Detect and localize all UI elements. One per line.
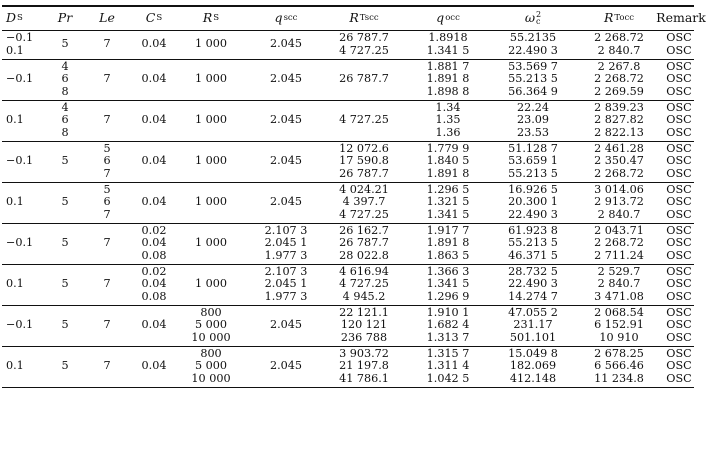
cell-rs: 1 000 <box>194 113 228 126</box>
cell-omega: 55.213 5 <box>508 166 558 180</box>
cell-rtscc: 17 590.8 <box>339 154 389 167</box>
cell-rtocc: 2 840.7 <box>597 277 641 290</box>
cell-rtscc: 22 121.1 <box>339 305 389 319</box>
cell-omega: 53.659 1 <box>508 154 558 167</box>
cell-qocc: 1.311 4 <box>426 359 470 372</box>
cell-rtscc: 120 121 <box>340 318 388 331</box>
cell-omega: 15.049 8 <box>508 346 558 360</box>
cell-rtscc: 236 788 <box>340 330 388 344</box>
cell-qscc: 2.107 3 <box>264 223 308 237</box>
group-rule <box>2 100 694 101</box>
cell-remark: OSC <box>666 248 692 262</box>
cell-rtscc: 4 397.7 <box>342 195 386 208</box>
cell-rtocc: 2 822.13 <box>594 125 644 139</box>
cell-rtocc: 2 268.72 <box>594 72 644 85</box>
cell-rtscc: 4 727.25 <box>339 207 389 221</box>
cell-le: 7 <box>103 207 111 221</box>
cell-pr: 6 <box>61 113 69 126</box>
cell-omega: 46.371 5 <box>508 248 558 262</box>
cell-pr: 5 <box>61 236 69 249</box>
cell-cs: 0.04 <box>141 359 167 372</box>
cell-rtocc: 11 234.8 <box>594 371 644 385</box>
cell-remark: OSC <box>666 207 692 221</box>
cell-qscc: 2.045 1 <box>264 277 308 290</box>
cell-cs: 0.02 <box>141 264 167 278</box>
cell-rtocc: 2 827.82 <box>594 113 644 126</box>
cell-le: 7 <box>103 37 111 51</box>
cell-rtscc: 4 727.25 <box>339 43 389 57</box>
cell-rs: 5 000 <box>194 318 228 331</box>
cell-qscc: 1.977 3 <box>264 248 308 262</box>
cell-rtocc: 6 566.46 <box>594 359 644 372</box>
cell-rtscc: 12 072.6 <box>339 141 389 155</box>
cell-rtocc: 2 840.7 <box>597 207 641 221</box>
cell-rs: 800 <box>200 346 222 360</box>
cell-rtocc: 2 711.24 <box>594 248 644 262</box>
cell-rs: 1 000 <box>194 195 228 208</box>
cell-remark: OSC <box>666 125 692 139</box>
cell-omega: 182.069 <box>509 359 557 372</box>
group-rule <box>2 387 694 389</box>
cell-qocc: 1.779 9 <box>426 141 470 155</box>
cell-remark: OSC <box>666 84 692 98</box>
cell-qocc: 1.296 9 <box>426 289 470 303</box>
cell-rs: 1 000 <box>194 236 228 249</box>
cell-rtscc: 4 727.25 <box>339 113 389 126</box>
cell-rtscc: 21 197.8 <box>339 359 389 372</box>
cell-rs: 1 000 <box>194 37 228 51</box>
cell-remark: OSC <box>666 182 692 196</box>
cell-omega: 55.213 5 <box>508 72 558 85</box>
cell-omega: 22.490 3 <box>508 43 558 57</box>
cell-qocc: 1.042 5 <box>426 371 470 385</box>
cell-qscc: 2.045 <box>269 359 303 372</box>
cell-remark: OSC <box>666 330 692 344</box>
cell-remark: OSC <box>666 264 692 278</box>
cell-omega: 14.274 7 <box>508 289 558 303</box>
cell-pr: 5 <box>61 195 69 208</box>
cell-qocc: 1.296 5 <box>426 182 470 196</box>
cell-pr: 8 <box>61 84 69 98</box>
cell-rtscc: 26 787.7 <box>339 31 389 44</box>
cell-pr: 5 <box>61 154 69 167</box>
cell-qscc: 2.045 <box>269 37 303 51</box>
header-rtscc: R Tscc <box>349 10 379 25</box>
cell-le: 7 <box>103 318 111 331</box>
cell-remark: OSC <box>666 43 692 57</box>
cell-le: 6 <box>103 154 111 167</box>
header-ds: D S <box>6 10 23 25</box>
cell-qocc: 1.315 7 <box>426 346 470 360</box>
cell-rtocc: 2 461.28 <box>594 141 644 155</box>
cell-le: 7 <box>103 166 111 180</box>
cell-cs: 0.04 <box>141 37 167 51</box>
cell-cs: 0.04 <box>141 154 167 167</box>
cell-qocc: 1.910 1 <box>426 305 470 319</box>
cell-rtocc: 2 267.8 <box>597 59 641 73</box>
cell-qscc: 2.045 <box>269 113 303 126</box>
cell-pr: 5 <box>61 37 69 51</box>
cell-remark: OSC <box>666 59 692 73</box>
cell-qscc: 2.045 <box>269 154 303 167</box>
cell-rtscc: 4 616.94 <box>339 264 389 278</box>
cell-rtscc: 26 787.7 <box>339 166 389 180</box>
cell-cs: 0.08 <box>141 289 167 303</box>
cell-omega: 22.24 <box>516 100 550 114</box>
cell-pr: 8 <box>61 125 69 139</box>
cell-ds: 0.1 <box>6 113 24 126</box>
cell-omega: 61.923 8 <box>508 223 558 237</box>
cell-remark: OSC <box>666 371 692 385</box>
cell-ds: −0.1 <box>6 72 34 85</box>
cell-omega: 22.490 3 <box>508 207 558 221</box>
cell-rtocc: 2 068.54 <box>594 305 644 319</box>
cell-omega: 23.53 <box>516 125 550 139</box>
cell-qocc: 1.8918 <box>428 31 468 44</box>
cell-cs: 0.04 <box>141 318 167 331</box>
cell-rs: 10 000 <box>191 330 231 344</box>
cell-omega: 412.148 <box>509 371 557 385</box>
cell-omega: 28.732 5 <box>508 264 558 278</box>
cell-le: 7 <box>103 113 111 126</box>
cell-qscc: 1.977 3 <box>264 289 308 303</box>
cell-ds: −0.1 <box>6 154 34 167</box>
cell-remark: OSC <box>666 100 692 114</box>
cell-qocc: 1.34 <box>435 100 461 114</box>
cell-remark: OSC <box>666 305 692 319</box>
cell-rtocc: 2 913.72 <box>594 195 644 208</box>
cell-qscc: 2.107 3 <box>264 264 308 278</box>
cell-rtscc: 3 903.72 <box>339 346 389 360</box>
cell-rtscc: 41 786.1 <box>339 371 389 385</box>
cell-le: 7 <box>103 277 111 290</box>
cell-omega: 231.17 <box>513 318 553 331</box>
cell-rtocc: 2 043.71 <box>594 223 644 237</box>
cell-rs: 10 000 <box>191 371 231 385</box>
cell-qocc: 1.313 7 <box>426 330 470 344</box>
cell-rtocc: 2 529.7 <box>597 264 641 278</box>
cell-rtocc: 2 350.47 <box>594 154 644 167</box>
cell-omega: 53.569 7 <box>508 59 558 73</box>
cell-rtocc: 3 014.06 <box>594 182 644 196</box>
cell-rtscc: 28 022.8 <box>339 248 389 262</box>
header-rtocc: R Tocc <box>603 10 635 25</box>
cell-remark: OSC <box>666 223 692 237</box>
header-omega: ω 2 c <box>524 9 542 26</box>
cell-remark: OSC <box>666 31 692 44</box>
cell-rtocc: 2 268.72 <box>594 236 644 249</box>
cell-omega: 16.926 5 <box>508 182 558 196</box>
cell-cs: 0.04 <box>141 72 167 85</box>
cell-remark: OSC <box>666 359 692 372</box>
cell-remark: OSC <box>666 154 692 167</box>
cell-remark: OSC <box>666 236 692 249</box>
cell-rtocc: 2 269.59 <box>594 84 644 98</box>
cell-rtscc: 26 787.7 <box>339 236 389 249</box>
cell-ds: 0.1 <box>6 277 24 290</box>
cell-remark: OSC <box>666 113 692 126</box>
cell-cs: 0.04 <box>141 236 167 249</box>
cell-remark: OSC <box>666 141 692 155</box>
header-cs: C S <box>145 10 163 25</box>
cell-ds: −0.1 <box>6 318 34 331</box>
cell-qocc: 1.321 5 <box>426 195 470 208</box>
cell-rtocc: 2 268.72 <box>594 166 644 180</box>
cell-pr: 4 <box>61 59 69 73</box>
cell-ds: 0.1 <box>6 43 24 57</box>
header-rs: R S <box>202 10 220 25</box>
cell-omega: 501.101 <box>509 330 557 344</box>
cell-rtscc: 4 945.2 <box>342 289 386 303</box>
cell-qocc: 1.917 7 <box>426 223 470 237</box>
cell-rtscc: 26 787.7 <box>339 72 389 85</box>
cell-remark: OSC <box>666 289 692 303</box>
cell-ds: 0.1 <box>6 359 24 372</box>
cell-rtocc: 2 678.25 <box>594 346 644 360</box>
cell-rs: 1 000 <box>194 277 228 290</box>
cell-pr: 5 <box>61 277 69 290</box>
cell-remark: OSC <box>666 277 692 290</box>
cell-rtocc: 10 910 <box>599 330 639 344</box>
cell-qocc: 1.36 <box>435 125 461 139</box>
cell-remark: OSC <box>666 72 692 85</box>
cell-omega: 22.490 3 <box>508 277 558 290</box>
cell-qocc: 1.898 8 <box>426 84 470 98</box>
cell-cs: 0.04 <box>141 113 167 126</box>
header-row <box>2 5 706 30</box>
cell-ds: −0.1 <box>6 31 34 44</box>
cell-qocc: 1.863 5 <box>426 248 470 262</box>
cell-qscc: 2.045 <box>269 195 303 208</box>
cell-cs: 0.04 <box>141 277 167 290</box>
cell-pr: 6 <box>61 72 69 85</box>
cell-rs: 5 000 <box>194 359 228 372</box>
cell-qocc: 1.891 8 <box>426 236 470 249</box>
cell-qocc: 1.881 7 <box>426 59 470 73</box>
cell-rs: 800 <box>200 305 222 319</box>
header-qocc: q occ <box>436 10 460 25</box>
cell-rs: 1 000 <box>194 154 228 167</box>
cell-omega: 51.128 7 <box>508 141 558 155</box>
cell-qocc: 1.35 <box>435 113 461 126</box>
cell-remark: OSC <box>666 318 692 331</box>
cell-omega: 56.364 9 <box>508 84 558 98</box>
group-rule <box>2 59 694 60</box>
cell-rtocc: 6 152.91 <box>594 318 644 331</box>
cell-rtocc: 2 840.7 <box>597 43 641 57</box>
header-qscc: q scc <box>274 10 298 25</box>
header-remark: Remark <box>656 10 706 25</box>
cell-ds: 0.1 <box>6 195 24 208</box>
cell-remark: OSC <box>666 346 692 360</box>
cell-pr: 5 <box>61 359 69 372</box>
cell-cs: 0.02 <box>141 223 167 237</box>
cell-omega: 47.055 2 <box>508 305 558 319</box>
cell-cs: 0.04 <box>141 195 167 208</box>
cell-rtocc: 3 471.08 <box>594 289 644 303</box>
cell-rtscc: 4 727.25 <box>339 277 389 290</box>
cell-omega: 55.213 5 <box>508 236 558 249</box>
cell-qocc: 1.341 5 <box>426 277 470 290</box>
cell-qocc: 1.891 8 <box>426 166 470 180</box>
cell-le: 7 <box>103 236 111 249</box>
cell-le: 5 <box>103 141 111 155</box>
cell-qocc: 1.341 5 <box>426 43 470 57</box>
cell-remark: OSC <box>666 166 692 180</box>
cell-ds: −0.1 <box>6 236 34 249</box>
cell-qscc: 2.045 <box>269 72 303 85</box>
cell-cs: 0.08 <box>141 248 167 262</box>
cell-remark: OSC <box>666 195 692 208</box>
cell-omega: 20.300 1 <box>508 195 558 208</box>
cell-qocc: 1.341 5 <box>426 207 470 221</box>
cell-rs: 1 000 <box>194 72 228 85</box>
cell-le: 7 <box>103 72 111 85</box>
cell-rtscc: 26 162.7 <box>339 223 389 237</box>
cell-pr: 5 <box>61 318 69 331</box>
cell-qocc: 1.366 3 <box>426 264 470 278</box>
cell-qocc: 1.840 5 <box>426 154 470 167</box>
cell-rtocc: 2 839.23 <box>594 100 644 114</box>
header-pr: Pr <box>57 10 73 25</box>
cell-pr: 4 <box>61 100 69 114</box>
cell-qscc: 2.045 1 <box>264 236 308 249</box>
cell-rtscc: 4 024.21 <box>339 182 389 196</box>
cell-omega: 23.09 <box>516 113 550 126</box>
cell-le: 6 <box>103 195 111 208</box>
cell-le: 7 <box>103 359 111 372</box>
cell-qocc: 1.891 8 <box>426 72 470 85</box>
cell-qscc: 2.045 <box>269 318 303 331</box>
header-le: Le <box>99 10 115 25</box>
cell-rtocc: 2 268.72 <box>594 31 644 44</box>
cell-qocc: 1.682 4 <box>426 318 470 331</box>
cell-le: 5 <box>103 182 111 196</box>
cell-omega: 55.2135 <box>509 31 557 44</box>
